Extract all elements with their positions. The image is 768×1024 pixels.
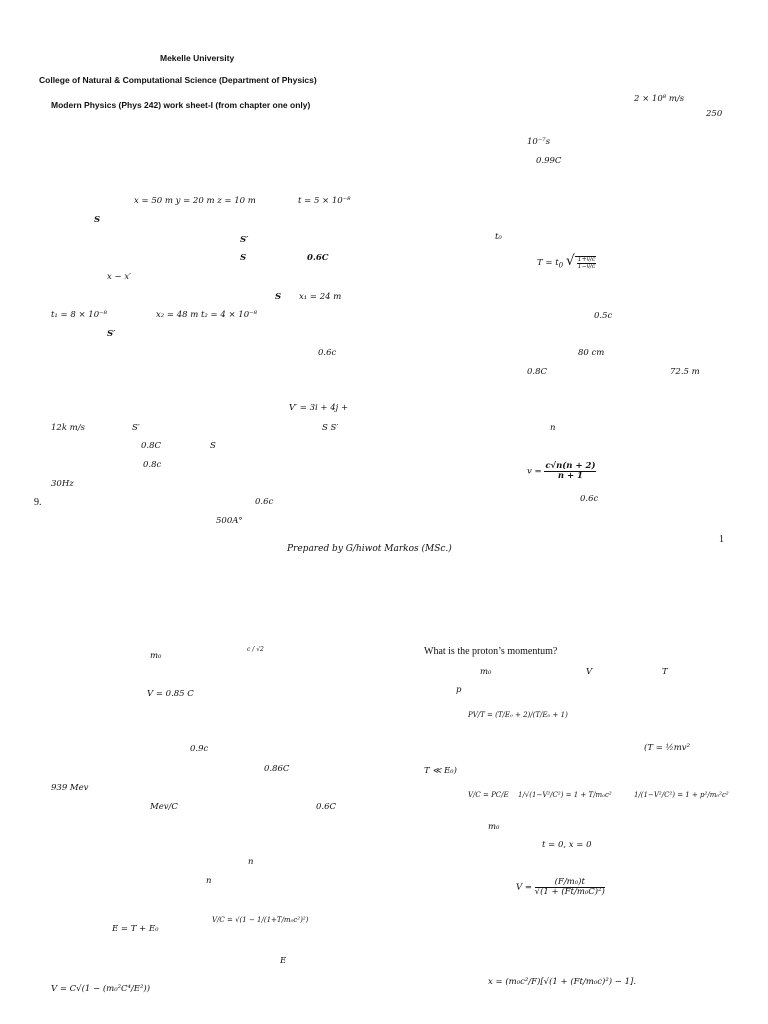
frame-sprime3: S′ — [132, 423, 140, 433]
e-label: E — [280, 956, 287, 966]
x1: x₁ = 24 m — [299, 292, 342, 302]
speed-2e8: 2 × 10⁸ m/s — [634, 94, 685, 104]
time: t = 5 × 10⁻⁸ — [298, 196, 351, 206]
vprime: V′ = 3i + 4j + — [289, 403, 349, 413]
speed-05c: 0.5c — [594, 311, 613, 321]
speed-06c: 0.6c — [318, 348, 337, 358]
speed-08C-right: 0.8C — [527, 367, 548, 377]
pv-eq: PV/T = (T/E₀ + 2)/(T/E₀ + 1) — [468, 711, 568, 719]
kinetic-energy: (T = ½mv² — [644, 743, 691, 753]
eq-1: V/C = PC/E — [468, 791, 509, 799]
v-085c: V = 0.85 C — [147, 689, 194, 699]
v-over-c-eq: V/C = √(1 − 1/(1+T/m₀c²)²) — [212, 916, 309, 924]
v-formula-den: n + 1 — [557, 470, 583, 481]
m0-left: m₀ — [150, 651, 162, 661]
frames-s-sprime: S S′ — [322, 423, 339, 433]
wavelength: 500A° — [216, 516, 243, 526]
frame-s2: S — [240, 253, 247, 263]
college-name: College of Natural & Computational Science (Department of Physics) — [39, 75, 317, 85]
frame-s: S — [94, 215, 101, 225]
speed-099: 0.99C — [536, 156, 562, 166]
t1: t₁ = 8 × 10⁻⁸ — [51, 310, 107, 320]
x2-t2: x₂ = 48 m t₂ = 4 × 10⁻⁸ — [156, 310, 257, 320]
speed-08C: 0.8C — [141, 441, 162, 451]
length-80cm: 80 cm — [578, 348, 605, 358]
speed-08c: 0.8c — [143, 460, 162, 470]
item-number-9: 9. — [34, 497, 42, 508]
frequency: 30Hz — [51, 479, 74, 489]
n-left-2: n — [206, 876, 212, 886]
eq-2: 1/√(1−V²/C²) = 1 + T/m₀c² — [518, 791, 612, 799]
frame-s4: S — [210, 441, 216, 451]
speed-06c-2: 0.6c — [255, 497, 274, 507]
number-250: 250 — [706, 109, 723, 119]
speed-09c: 0.9c — [190, 744, 209, 754]
velocity-eq-num: (F/m₀)t — [535, 878, 605, 888]
energy-eq: E = T + E₀ — [112, 924, 159, 934]
p-right: p — [456, 685, 462, 695]
eq-3: 1/(1−V²/C²) = 1 + p²/m₀²c² — [634, 791, 729, 799]
frame-sprime2: S′ — [107, 329, 116, 339]
position-eq: x = (m₀c²/F)[√(1 + (Ft/m₀c)²) − 1]. — [488, 977, 637, 987]
time-1e-7: 10⁻⁷s — [527, 137, 551, 147]
question-text: What is the proton’s momentum? — [424, 646, 558, 657]
n-right: n — [550, 423, 556, 433]
frame-sprime: S′ — [240, 235, 249, 245]
speed-06c-bold: 0.6C — [307, 253, 329, 263]
speed-06C: 0.6C — [316, 802, 337, 812]
v-right: V — [586, 667, 593, 677]
v-eq: V = C√(1 − (m₀²C⁴/E²)) — [51, 984, 151, 994]
momentum-unit: Mev/C — [150, 802, 178, 812]
course-title: Modern Physics (Phys 242) work sheet-I (from chapter one only) — [51, 100, 311, 110]
c-over-root2: c / √2 — [247, 646, 264, 653]
m0-right: m₀ — [480, 667, 492, 677]
page-number: 1 — [719, 534, 724, 545]
period-formula: $T = t_0$ √ $\frac{1+v/c}{1-v/c}$ — [537, 253, 596, 270]
t-right: T — [662, 667, 668, 677]
t0: t₀ — [495, 232, 502, 242]
length-725m: 72.5 m — [670, 367, 700, 377]
initial-conditions: t = 0, x = 0 — [542, 840, 592, 850]
x-minus-xprime: x − x′ — [107, 272, 132, 282]
v-formula-num: c√n(n + 2) — [545, 461, 596, 471]
velocity-eq-den: √(1 + (Ft/m₀C)²) — [534, 886, 605, 897]
proton-energy: 939 Mev — [51, 783, 89, 793]
footer-credit: Prepared by G/hiwot Markos (MSc.) — [287, 544, 452, 554]
t-much-less: T ≪ E₀) — [424, 766, 457, 776]
m0-right-2: m₀ — [488, 822, 500, 832]
university-name: Mekelle University — [160, 53, 235, 63]
speed-06c-right: 0.6c — [580, 494, 599, 504]
coords: x = 50 m y = 20 m z = 10 m — [134, 196, 256, 206]
speed-086C: 0.86C — [264, 764, 290, 774]
n-left-1: n — [248, 857, 254, 867]
v-formula: v = $\frac{c√n(n + 2)}{n + 1}$ — [527, 461, 596, 481]
velocity-eq: V = $\frac{\text{(F/m₀)t}}{\text{√(1 + (Ft/m₀C)²)}}$ — [516, 877, 605, 897]
frame-s3: S — [275, 292, 282, 302]
speed-12k: 12k m/s — [51, 423, 85, 433]
